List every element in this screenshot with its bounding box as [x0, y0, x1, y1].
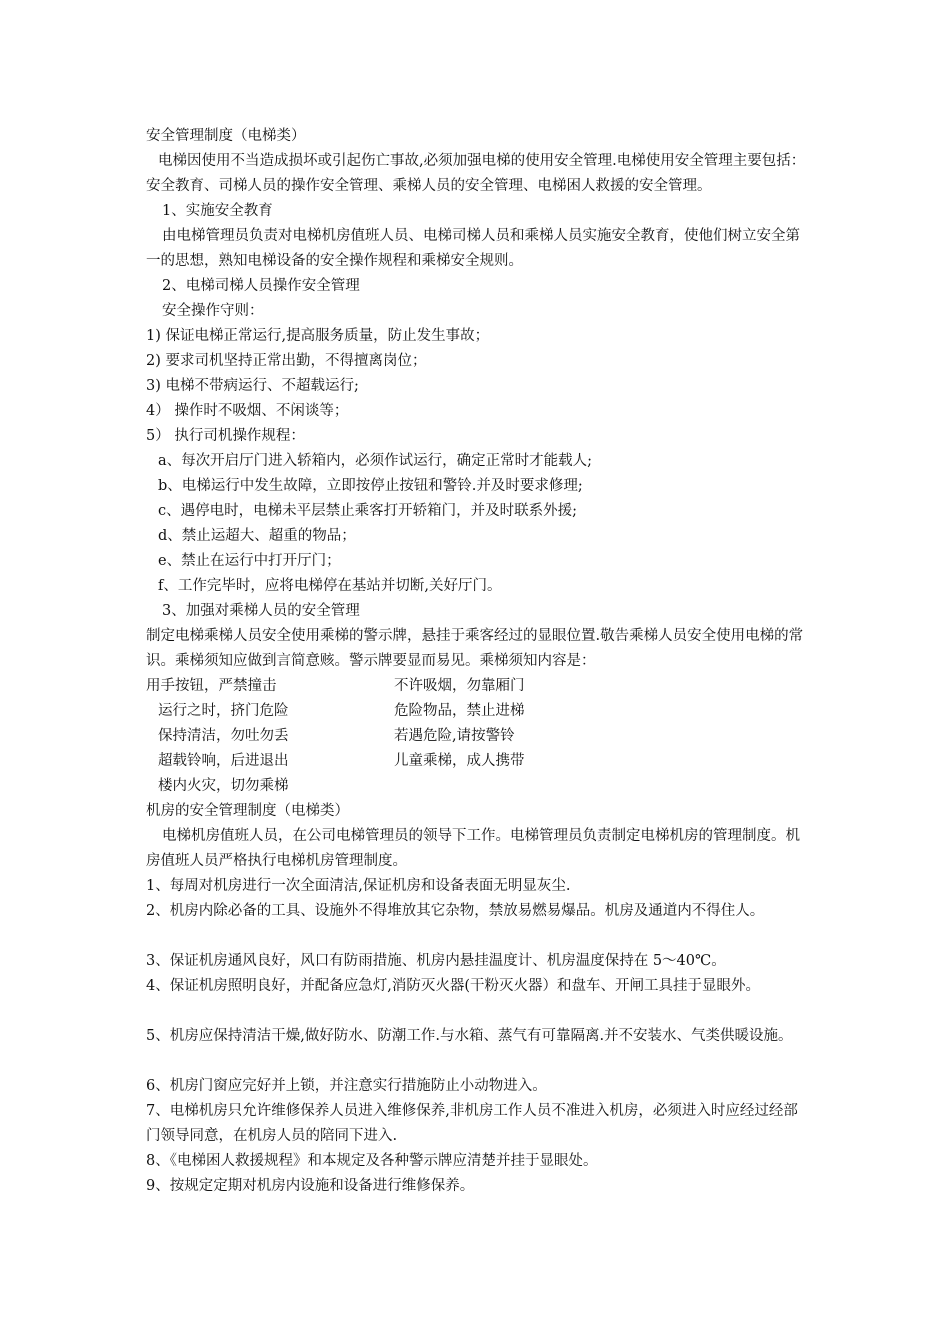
operation-rules-list: [146, 324, 810, 449]
section-2-subheading: 安全操作守则：: [162, 303, 264, 319]
notice-item: 运行之时，挤门危险: [158, 703, 289, 719]
notice-item: 危险物品，禁止进梯: [394, 703, 525, 719]
notice-item: 用手按钮，严禁撞击: [146, 678, 277, 694]
passenger-notice: [146, 674, 810, 799]
list-item: 1) 保证电梯正常运行,提高服务质量，防止发生事故；: [146, 328, 490, 344]
notice-item: 不许吸烟，勿靠厢门: [394, 678, 525, 694]
notice-row: [146, 774, 810, 799]
list-item: 5、机房应保持清洁干燥,做好防水、防潮工作.与水箱、蒸气有可靠隔离.并不安装水、气类供暖设施。: [146, 1028, 793, 1044]
notice-item: 超载铃响，后进退出: [158, 753, 289, 769]
section-1-body: 由电梯管理员负责对电梯机房值班人员、电梯司梯人员和乘梯人员实施安全教育，使他们树立安全第一的思想，熟知电梯设备的安全操作规程和乘梯安全规则。: [146, 228, 800, 269]
list-item: 6、机房门窗应完好并上锁，并注意实行措施防止小动物进入。: [146, 1078, 547, 1094]
intro-paragraph: 电梯因使用不当造成损坏或引起伤亡事故,必须加强电梯的使用安全管理.电梯使用安全管理主要包括：安全教育、司梯人员的操作安全管理、乘梯人员的安全管理、电梯困人救援的安全管理。: [146, 153, 806, 194]
list-item: a、每次开启厅门进入轿箱内，必须作试运行，确定正常时才能载人;: [158, 453, 593, 469]
section-3-body: 制定电梯乘梯人员安全使用乘梯的警示牌，悬挂于乘客经过的显眼位置.敬告乘梯人员安全使用电梯的常识。乘梯须知应做到言简意赅。警示牌要显而易见。乘梯须知内容是：: [146, 628, 804, 669]
list-item: 9、按规定定期对机房内设施和设备进行维修保养。: [146, 1178, 475, 1194]
list-item: f、工作完毕时，应将电梯停在基站并切断,关好厅门。: [158, 578, 502, 594]
section-2-heading: 2、电梯司梯人员操作安全管理: [162, 278, 360, 294]
section-3-heading: 3、加强对乘梯人员的安全管理: [162, 603, 360, 619]
notice-row: [146, 749, 810, 774]
machine-room-title: 机房的安全管理制度（电梯类）: [146, 803, 349, 819]
list-item: c、遇停电时，电梯未平层禁止乘客打开轿箱门，并及时联系外援;: [158, 503, 578, 519]
list-item: 2、机房内除必备的工具、设施外不得堆放其它杂物，禁放易燃易爆品。机房及通道内不得住人。: [146, 903, 765, 919]
list-item: 7、电梯机房只允许维修保养人员进入维修保养,非机房工作人员不准进入机房，必须进入时应经过经部门领导同意，在机房人员的陪同下进入.: [146, 1103, 798, 1144]
notice-item: 保持清洁，勿吐勿丢: [158, 728, 289, 744]
list-item: e、禁止在运行中打开厅门；: [158, 553, 341, 569]
operation-procedure-list: [146, 449, 810, 599]
list-item: 1、每周对机房进行一次全面清洁,保证机房和设备表面无明显灰尘.: [146, 878, 571, 894]
list-item: 4、保证机房照明良好，并配备应急灯,消防灭火器(干粉灭火器）和盘车、开闸工具挂于显眼外。: [146, 978, 760, 994]
machine-room-rules: [146, 874, 810, 1199]
machine-room-intro: 电梯机房值班人员，在公司电梯管理员的领导下工作。电梯管理员负责制定电梯机房的管理制度。机房值班人员严格执行电梯机房管理制度。: [146, 828, 800, 869]
list-item: d、禁止运超大、超重的物品；: [158, 528, 356, 544]
notice-item: 楼内火灾，切勿乘梯: [158, 778, 289, 794]
document-body: [146, 124, 810, 1199]
notice-row: [146, 699, 810, 724]
list-item: 3) 电梯不带病运行、不超载运行;: [146, 378, 359, 394]
notice-item: 儿童乘梯，成人携带: [394, 753, 525, 769]
list-item: 4） 操作时不吸烟、不闲谈等；: [146, 403, 349, 419]
document-title: 安全管理制度（电梯类）: [146, 128, 306, 144]
section-1-heading: 1、实施安全教育: [162, 203, 273, 219]
list-item: b、电梯运行中发生故障，立即按停止按钮和警铃.并及时要求修理;: [158, 478, 583, 494]
notice-row: [146, 724, 810, 749]
notice-item: 若遇危险,请按警铃: [394, 728, 515, 744]
list-item: 8、《电梯困人救援规程》和本规定及各种警示牌应清楚并挂于显眼处。: [146, 1153, 598, 1169]
notice-row: [146, 674, 810, 699]
list-item: 2) 要求司机坚持正常出勤，不得擅离岗位；: [146, 353, 427, 369]
list-item: 3、保证机房通风良好，风口有防雨措施、机房内悬挂温度计、机房温度保持在 5～40℃。: [146, 953, 726, 969]
list-item: 5） 执行司机操作规程：: [146, 428, 305, 444]
